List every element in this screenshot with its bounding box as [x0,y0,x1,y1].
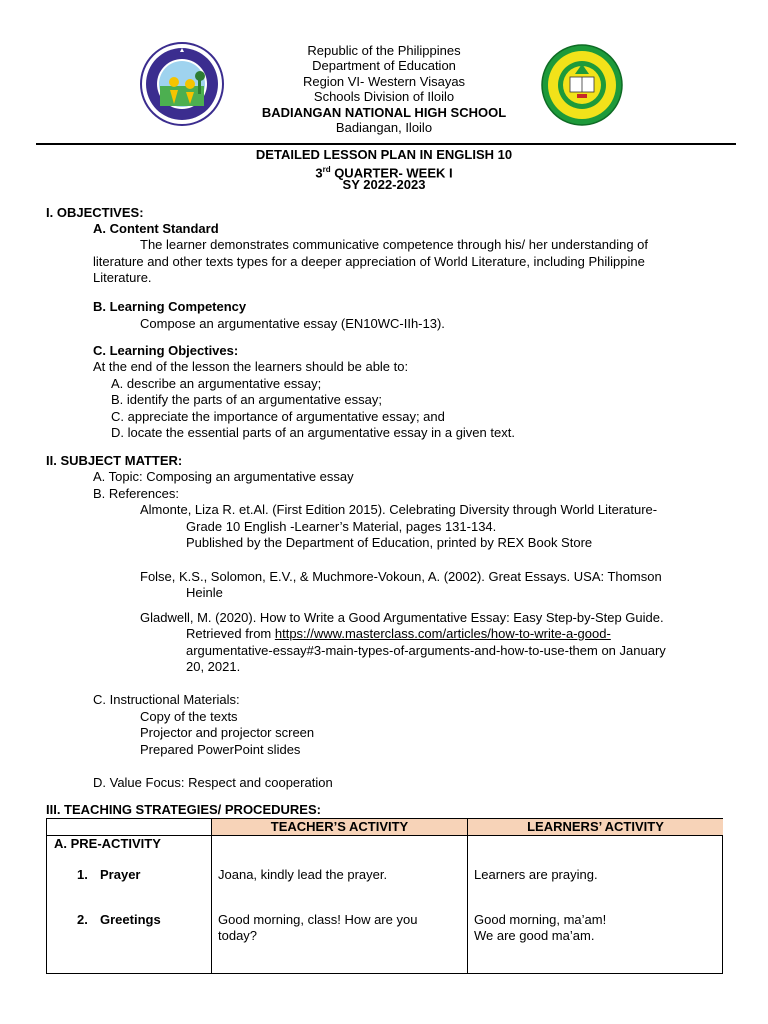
content-standard-line-2: literature and other texts types for a deeper appreciation of World Literature, including Philippine [93,254,645,269]
greetings-teacher-line-1: Good morning, class! How are you [218,912,418,927]
procedures-heading: III. TEACHING STRATEGIES/ PROCEDURES: [46,802,321,817]
greetings-learners-line-1: Good morning, ma’am! [474,912,607,927]
content-standard-line-3: Literature. [93,270,152,285]
objectives-heading: I. OBJECTIVES: [46,205,144,220]
subject-matter-heading: II. SUBJECT MATTER: [46,453,183,468]
reference-3-line-4: 20, 2021. [186,659,241,674]
masterclass-link[interactable]: https://www.masterclass.com/articles/how-to-write-a-good- [274,626,611,641]
row-number: 1. [77,867,88,882]
learning-objective-item: C. appreciate the importance of argumentative essay; and [111,409,445,424]
school-year-title: SY 2022-2023 [342,177,426,192]
header-address: Badiangan, Iloilo [335,120,433,135]
learning-objectives-intro: At the end of the lesson the learners should be able to: [93,359,409,374]
material-item: Projector and projector screen [140,725,315,740]
quarter-rest: QUARTER- WEEK I [330,165,453,181]
content-standard-line-1: The learner demonstrates communicative competence through his/ her understanding of [140,237,649,252]
pre-activity-label: A. PRE-ACTIVITY [54,836,161,851]
learners-activity-header: LEARNERS’ ACTIVITY [468,819,723,835]
reference-1-line-2: Grade 10 English -Learner’s Material, pages 131-134. [186,519,497,534]
teacher-activity-header: TEACHER’S ACTIVITY [212,819,467,835]
material-item: Copy of the texts [140,709,238,724]
learning-objective-item: A. describe an argumentative essay; [111,376,322,391]
learning-objective-item: D. locate the essential parts of an argumentative essay in a given text. [111,425,515,440]
retrieved-from-label: Retrieved from [186,626,275,641]
procedures-table [46,818,723,974]
prayer-learners-activity: Learners are praying. [474,867,598,882]
competency-text: Compose an argumentative essay (EN10WC-IIh-13). [140,316,445,331]
reference-1-line-3: Published by the Department of Education, printed by REX Book Store [186,535,593,550]
header-division: Schools Division of Iloilo [313,89,455,104]
header-republic: Republic of the Philippines [307,43,461,58]
greetings-learners-line-2: We are good ma’am. [474,928,595,943]
reference-2-line-2: Heinle [186,585,223,600]
prayer-label: Prayer [100,867,141,882]
greetings-teacher-line-2: today? [218,928,258,943]
prayer-teacher-activity: Joana, kindly lead the prayer. [218,867,388,882]
quarter-number: 3 [315,165,323,181]
reference-3-line-2 [186,626,611,642]
header-department: Department of Education [312,58,456,73]
quarter-ordinal: rd [322,165,331,174]
header-divider [36,143,736,145]
table-column-divider [467,819,468,973]
value-focus: D. Value Focus: Respect and cooperation [93,775,333,790]
lesson-plan-title: DETAILED LESSON PLAN IN ENGLISH 10 [255,147,513,162]
learning-objectives-heading: C. Learning Objectives: [93,343,239,358]
materials-heading: C. Instructional Materials: [93,692,240,707]
topic-line: A. Topic: Composing an argumentative essay [93,469,354,484]
references-heading: B. References: [93,486,179,501]
reference-2-line-1: Folse, K.S., Solomon, E.V., & Muchmore-Vokoun, A. (2002). Great Essays. USA: Thomson [140,569,662,584]
content-standard-heading: A. Content Standard [93,221,219,236]
row-number: 2. [77,912,88,927]
greetings-label: Greetings [100,912,161,927]
reference-1-line-1: Almonte, Liza R. et.Al. (First Edition 2015). Celebrating Diversity through World Literature- [140,502,658,517]
competency-heading: B. Learning Competency [93,299,247,314]
header-school-name: BADIANGAN NATIONAL HIGH SCHOOL [261,105,507,120]
material-item: Prepared PowerPoint slides [140,742,301,757]
reference-3-line-3: argumentative-essay#3-main-types-of-arguments-and-how-to-use-them on January [186,643,666,658]
reference-3-line-1: Gladwell, M. (2020). How to Write a Good Argumentative Essay: Easy Step-by-Step Guide. [140,610,664,625]
header-region: Region VI- Western Visayas [302,74,466,89]
table-column-divider [211,819,212,973]
learning-objective-item: B. identify the parts of an argumentative essay; [111,392,382,407]
